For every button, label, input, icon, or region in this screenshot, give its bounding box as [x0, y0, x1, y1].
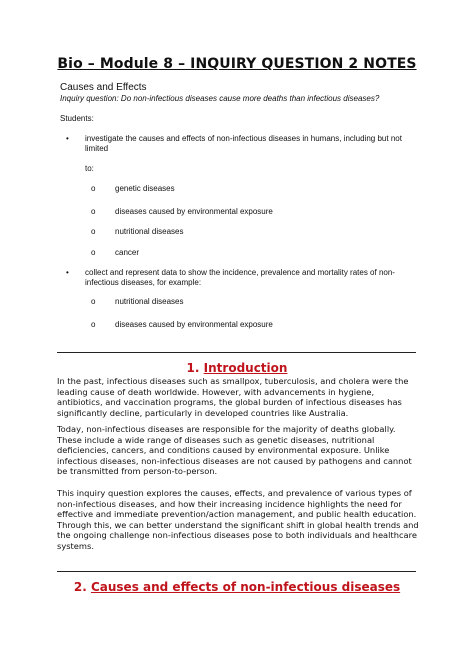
sub-bullet-marker: o: [91, 184, 96, 193]
section-title: Introduction: [203, 361, 288, 375]
paragraph: This inquiry question explores the causes, effects, and prevalence of various types of non-infectious diseases, and how their increasing incidence highlights the need for effective and immediate prevention/action management, and public health education. Through this, we can better understand the significant shift in global health trends and the ongoing challenge non-infectious diseases pose to both individuals and healthcare systems.: [57, 488, 419, 551]
horizontal-rule: [57, 571, 416, 572]
sub-bullet-marker: o: [91, 320, 96, 329]
sub-bullet-text: cancer: [115, 248, 140, 257]
sub-bullet-text: diseases caused by environmental exposure: [115, 207, 273, 216]
bullet-to-label: to:: [85, 164, 94, 173]
page-title: Bio – Module 8 – INQUIRY QUESTION 2 NOTES: [57, 56, 417, 72]
section-number: 1.: [186, 361, 200, 375]
inquiry-question: Inquiry question: Do non-infectious diseases cause more deaths than infectious diseases?: [60, 94, 380, 103]
sub-bullet-text: diseases caused by environmental exposure: [115, 320, 273, 329]
sub-bullet-marker: o: [91, 207, 96, 216]
sub-bullet-text: genetic diseases: [115, 184, 175, 193]
section-number: 2.: [73, 580, 87, 594]
sub-bullet-text: nutritional diseases: [115, 297, 184, 306]
bullet-marker: •: [66, 134, 69, 143]
paragraph: Today, non-infectious diseases are responsible for the majority of deaths globally. These include a wide range of diseases such as genetic diseases, nutritional deficiencies, cancers, and conditions caused by environmental exposure. Unlike infectious diseases, non-infectious diseases are not caused by pathogens and cannot be transmitted from person-to-person.: [57, 424, 412, 477]
section-heading: Causes and Effects: [60, 82, 147, 93]
sub-bullet-marker: o: [91, 297, 96, 306]
students-label: Students:: [60, 114, 94, 123]
section-title: Causes and effects of non-infectious diseases: [90, 580, 401, 594]
bullet-text: collect and represent data to show the incidence, prevalence and mortality rates of non-infectious diseases, for example:: [85, 268, 395, 287]
section-heading-introduction: [0, 361, 474, 375]
bullet-marker: •: [66, 268, 69, 277]
sub-bullet-marker: o: [91, 248, 96, 257]
horizontal-rule: [57, 352, 416, 353]
sub-bullet-text: nutritional diseases: [115, 227, 184, 236]
section-heading-causes: [0, 580, 474, 594]
paragraph: In the past, infectious diseases such as smallpox, tuberculosis, and cholera were the leading cause of death worldwide. However, with advancements in hygiene, antibiotics, and vaccination programs, the global burden of infectious diseases has significantly decline, particularly in developed countries like Australia.: [57, 376, 409, 418]
sub-bullet-marker: o: [91, 227, 96, 236]
bullet-text: investigate the causes and effects of non-infectious diseases in humans, including but not limited: [85, 134, 402, 153]
